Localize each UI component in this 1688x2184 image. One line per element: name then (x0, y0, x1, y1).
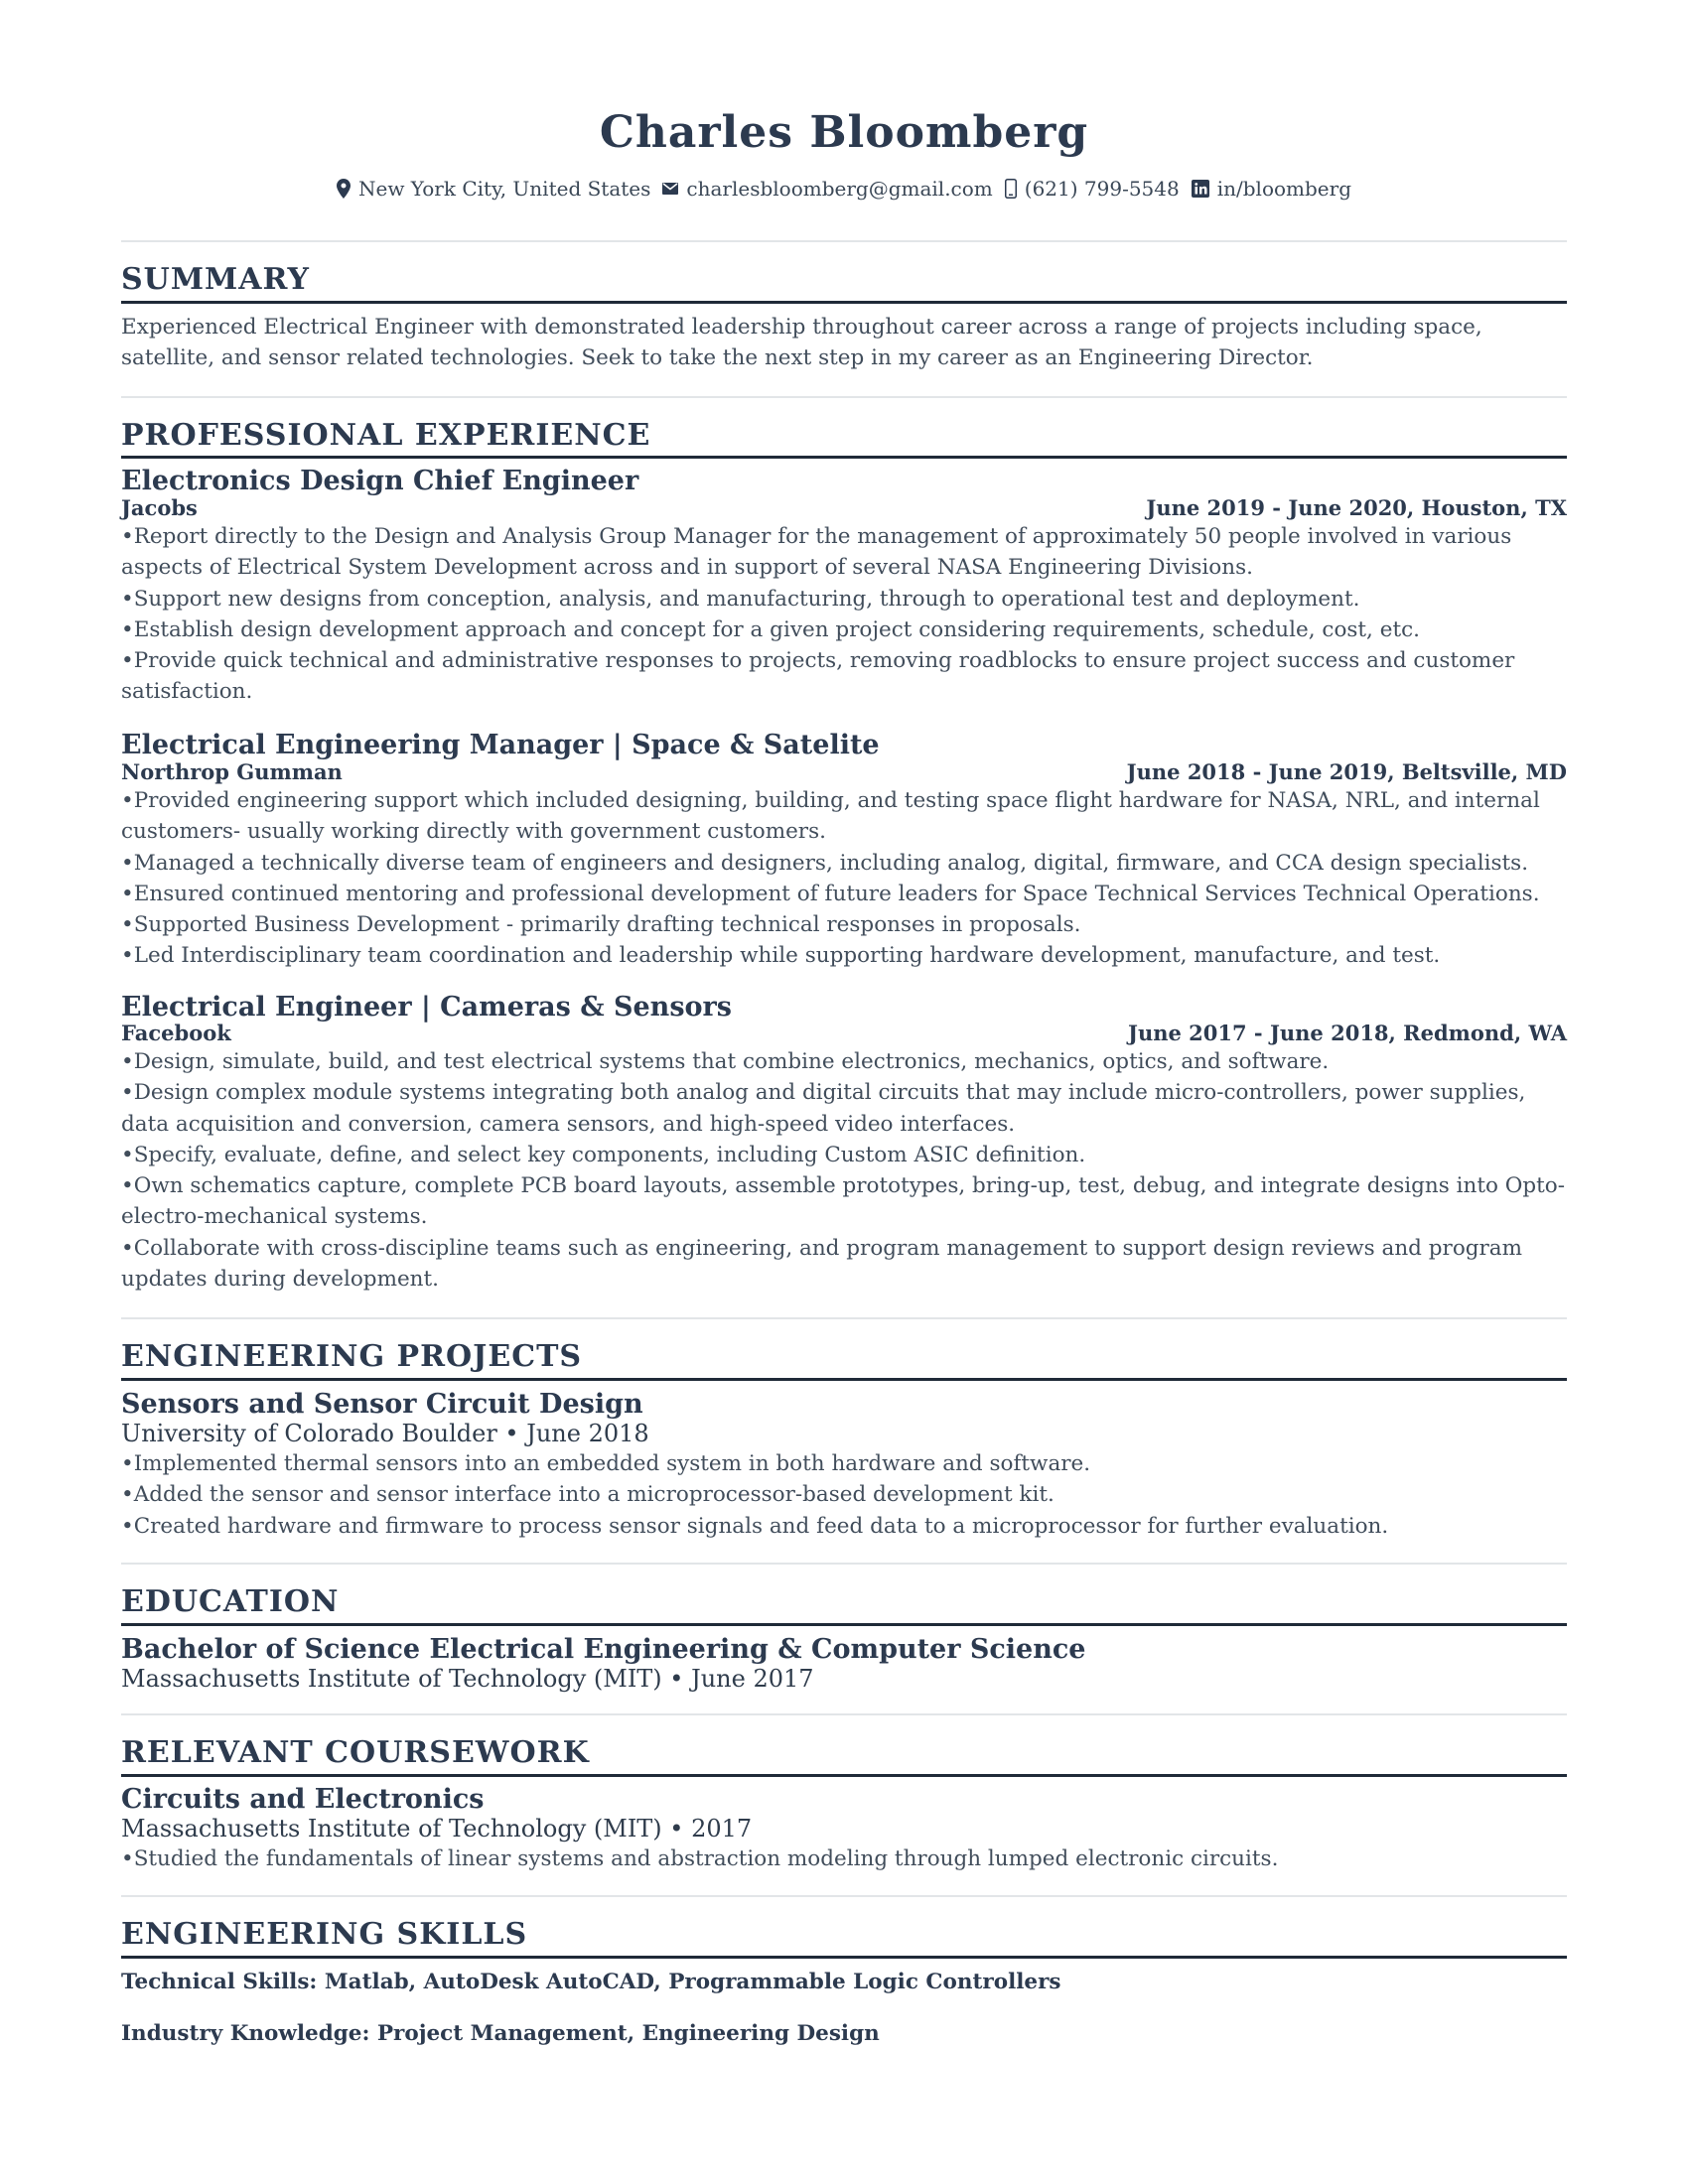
list-item: • Created hardware and firmware to process sensor signals and feed data to a microprocessor for further evaluation. (121, 1511, 1567, 1542)
job-title: Electronics Design Chief Engineer (121, 466, 639, 496)
coursework-rule (121, 1774, 1567, 1777)
summary-heading: SUMMARY (121, 262, 310, 297)
list-item: • Support new designs from conception, analysis, and manufacturing, through to operational test and deployment. (121, 584, 1567, 614)
contact-email[interactable] (662, 175, 992, 203)
list-item: • Led Interdisciplinary team coordination and leadership while supporting hardware development, manufacture, and test. (121, 940, 1567, 971)
contact-linkedin[interactable] (1192, 175, 1351, 203)
job-title: Electrical Engineer | Cameras & Sensors (121, 992, 732, 1023)
job-dates-location: June 2019 - June 2020, Houston, TX (1146, 495, 1567, 520)
education-meta: Massachusetts Institute of Technology (MIT) • June 2017 (121, 1665, 814, 1693)
coursework-heading: RELEVANT COURSEWORK (121, 1735, 590, 1770)
job-bullets (121, 785, 1567, 972)
education-divider (121, 1713, 1567, 1715)
phone-text: (621) 799-5548 (1024, 177, 1180, 201)
job-company: Facebook (121, 1021, 231, 1045)
job-company: Jacobs (121, 495, 198, 520)
list-item: • Report directly to the Design and Analysis Group Manager for the management of approximately 50 people involved in various aspects of Electrical System Development across and in support of several NASA Engineering Divisions. (121, 521, 1567, 584)
job-meta (121, 758, 1567, 786)
contact-row (121, 175, 1567, 203)
job-dates-location: June 2018 - June 2019, Beltsville, MD (1126, 759, 1567, 784)
list-item: • Provided engineering support which included designing, building, and testing space flight hardware for NASA, NRL, and internal customers- usually working directly with government customers. (121, 785, 1567, 848)
list-item: • Design complex module systems integrating both analog and digital circuits that may include micro-controllers, power supplies, data acquisition and conversion, camera sensors, and high-speed video interfaces. (121, 1077, 1567, 1140)
education-rule (121, 1623, 1567, 1626)
projects-divider (121, 1563, 1567, 1565)
technical-skills: Technical Skills: Matlab, AutoDesk AutoCAD, Programmable Logic Controllers (121, 1970, 1061, 1994)
coursework-divider (121, 1895, 1567, 1897)
list-item: • Establish design development approach and concept for a given project considering requirements, schedule, cost, etc. (121, 614, 1567, 645)
location-text: New York City, United States (357, 177, 651, 201)
location-pin-icon (337, 179, 351, 199)
course-bullets (121, 1843, 1567, 1874)
header-divider (121, 240, 1567, 242)
email-icon (662, 183, 678, 195)
project-title: Sensors and Sensor Circuit Design (121, 1389, 643, 1420)
list-item: • Design, simulate, build, and test electrical systems that combine electronics, mechanics, optics, and software. (121, 1046, 1567, 1077)
list-item: • Specify, evaluate, define, and select key components, including Custom ASIC definition. (121, 1140, 1567, 1170)
list-item: • Managed a technically diverse team of engineers and designers, including analog, digital, firmware, and CCA design specialists. (121, 848, 1567, 879)
list-item: • Studied the fundamentals of linear systems and abstraction modeling through lumped electronic circuits. (121, 1843, 1567, 1874)
contact-phone (1005, 175, 1180, 203)
education-heading: EDUCATION (121, 1584, 340, 1619)
list-item: • Implemented thermal sensors into an embedded system in both hardware and software. (121, 1448, 1567, 1479)
degree-title: Bachelor of Science Electrical Engineering & Computer Science (121, 1634, 1086, 1665)
job-company: Northrop Gumman (121, 759, 343, 784)
experience-divider (121, 1317, 1567, 1319)
projects-rule (121, 1378, 1567, 1381)
summary-rule (121, 301, 1567, 304)
experience-heading: PROFESSIONAL EXPERIENCE (121, 418, 651, 453)
contact-location (337, 175, 650, 203)
job-meta (121, 1020, 1567, 1047)
skills-heading: ENGINEERING SKILLS (121, 1917, 528, 1952)
job-bullets (121, 1046, 1567, 1295)
linkedin-text[interactable]: in/bloomberg (1216, 177, 1351, 201)
list-item: • Added the sensor and sensor interface into a microprocessor-based development kit. (121, 1479, 1567, 1510)
experience-rule (121, 456, 1567, 459)
project-bullets (121, 1448, 1567, 1542)
job-dates-location: June 2017 - June 2018, Redmond, WA (1128, 1021, 1567, 1045)
summary-divider (121, 396, 1567, 398)
list-item: • Supported Business Development - primarily drafting technical responses in proposals. (121, 909, 1567, 940)
course-meta: Massachusetts Institute of Technology (MIT) • 2017 (121, 1815, 753, 1843)
list-item: • Collaborate with cross-discipline teams such as engineering, and program management to support design reviews and program updates during development. (121, 1233, 1567, 1296)
job-title: Electrical Engineering Manager | Space & Satelite (121, 730, 880, 760)
job-meta (121, 494, 1567, 522)
job-bullets (121, 521, 1567, 708)
course-title: Circuits and Electronics (121, 1784, 485, 1815)
list-item: • Ensured continued mentoring and professional development of future leaders for Space Technical Services Technical Operations. (121, 879, 1567, 909)
industry-knowledge: Industry Knowledge: Project Management, Engineering Design (121, 2021, 880, 2046)
email-text[interactable]: charlesbloomberg@gmail.com (686, 177, 993, 201)
mobile-phone-icon (1005, 179, 1017, 199)
summary-text: Experienced Electrical Engineer with demonstrated leadership throughout career across a range of projects including space, satellite, and sensor related technologies. Seek to take the next step in my career as an Engineering Director. (121, 315, 1482, 371)
linkedin-icon (1192, 180, 1209, 198)
list-item: • Provide quick technical and administrative responses to projects, removing roadblocks to ensure project success and customer satisfaction. (121, 645, 1567, 708)
project-meta: University of Colorado Boulder • June 2018 (121, 1420, 649, 1447)
projects-heading: ENGINEERING PROJECTS (121, 1339, 583, 1374)
list-item: • Own schematics capture, complete PCB board layouts, assemble prototypes, bring-up, test, debug, and integrate designs into Opto-electro-mechanical systems. (121, 1170, 1567, 1233)
skills-rule (121, 1956, 1567, 1959)
candidate-name: Charles Bloomberg (599, 107, 1089, 158)
